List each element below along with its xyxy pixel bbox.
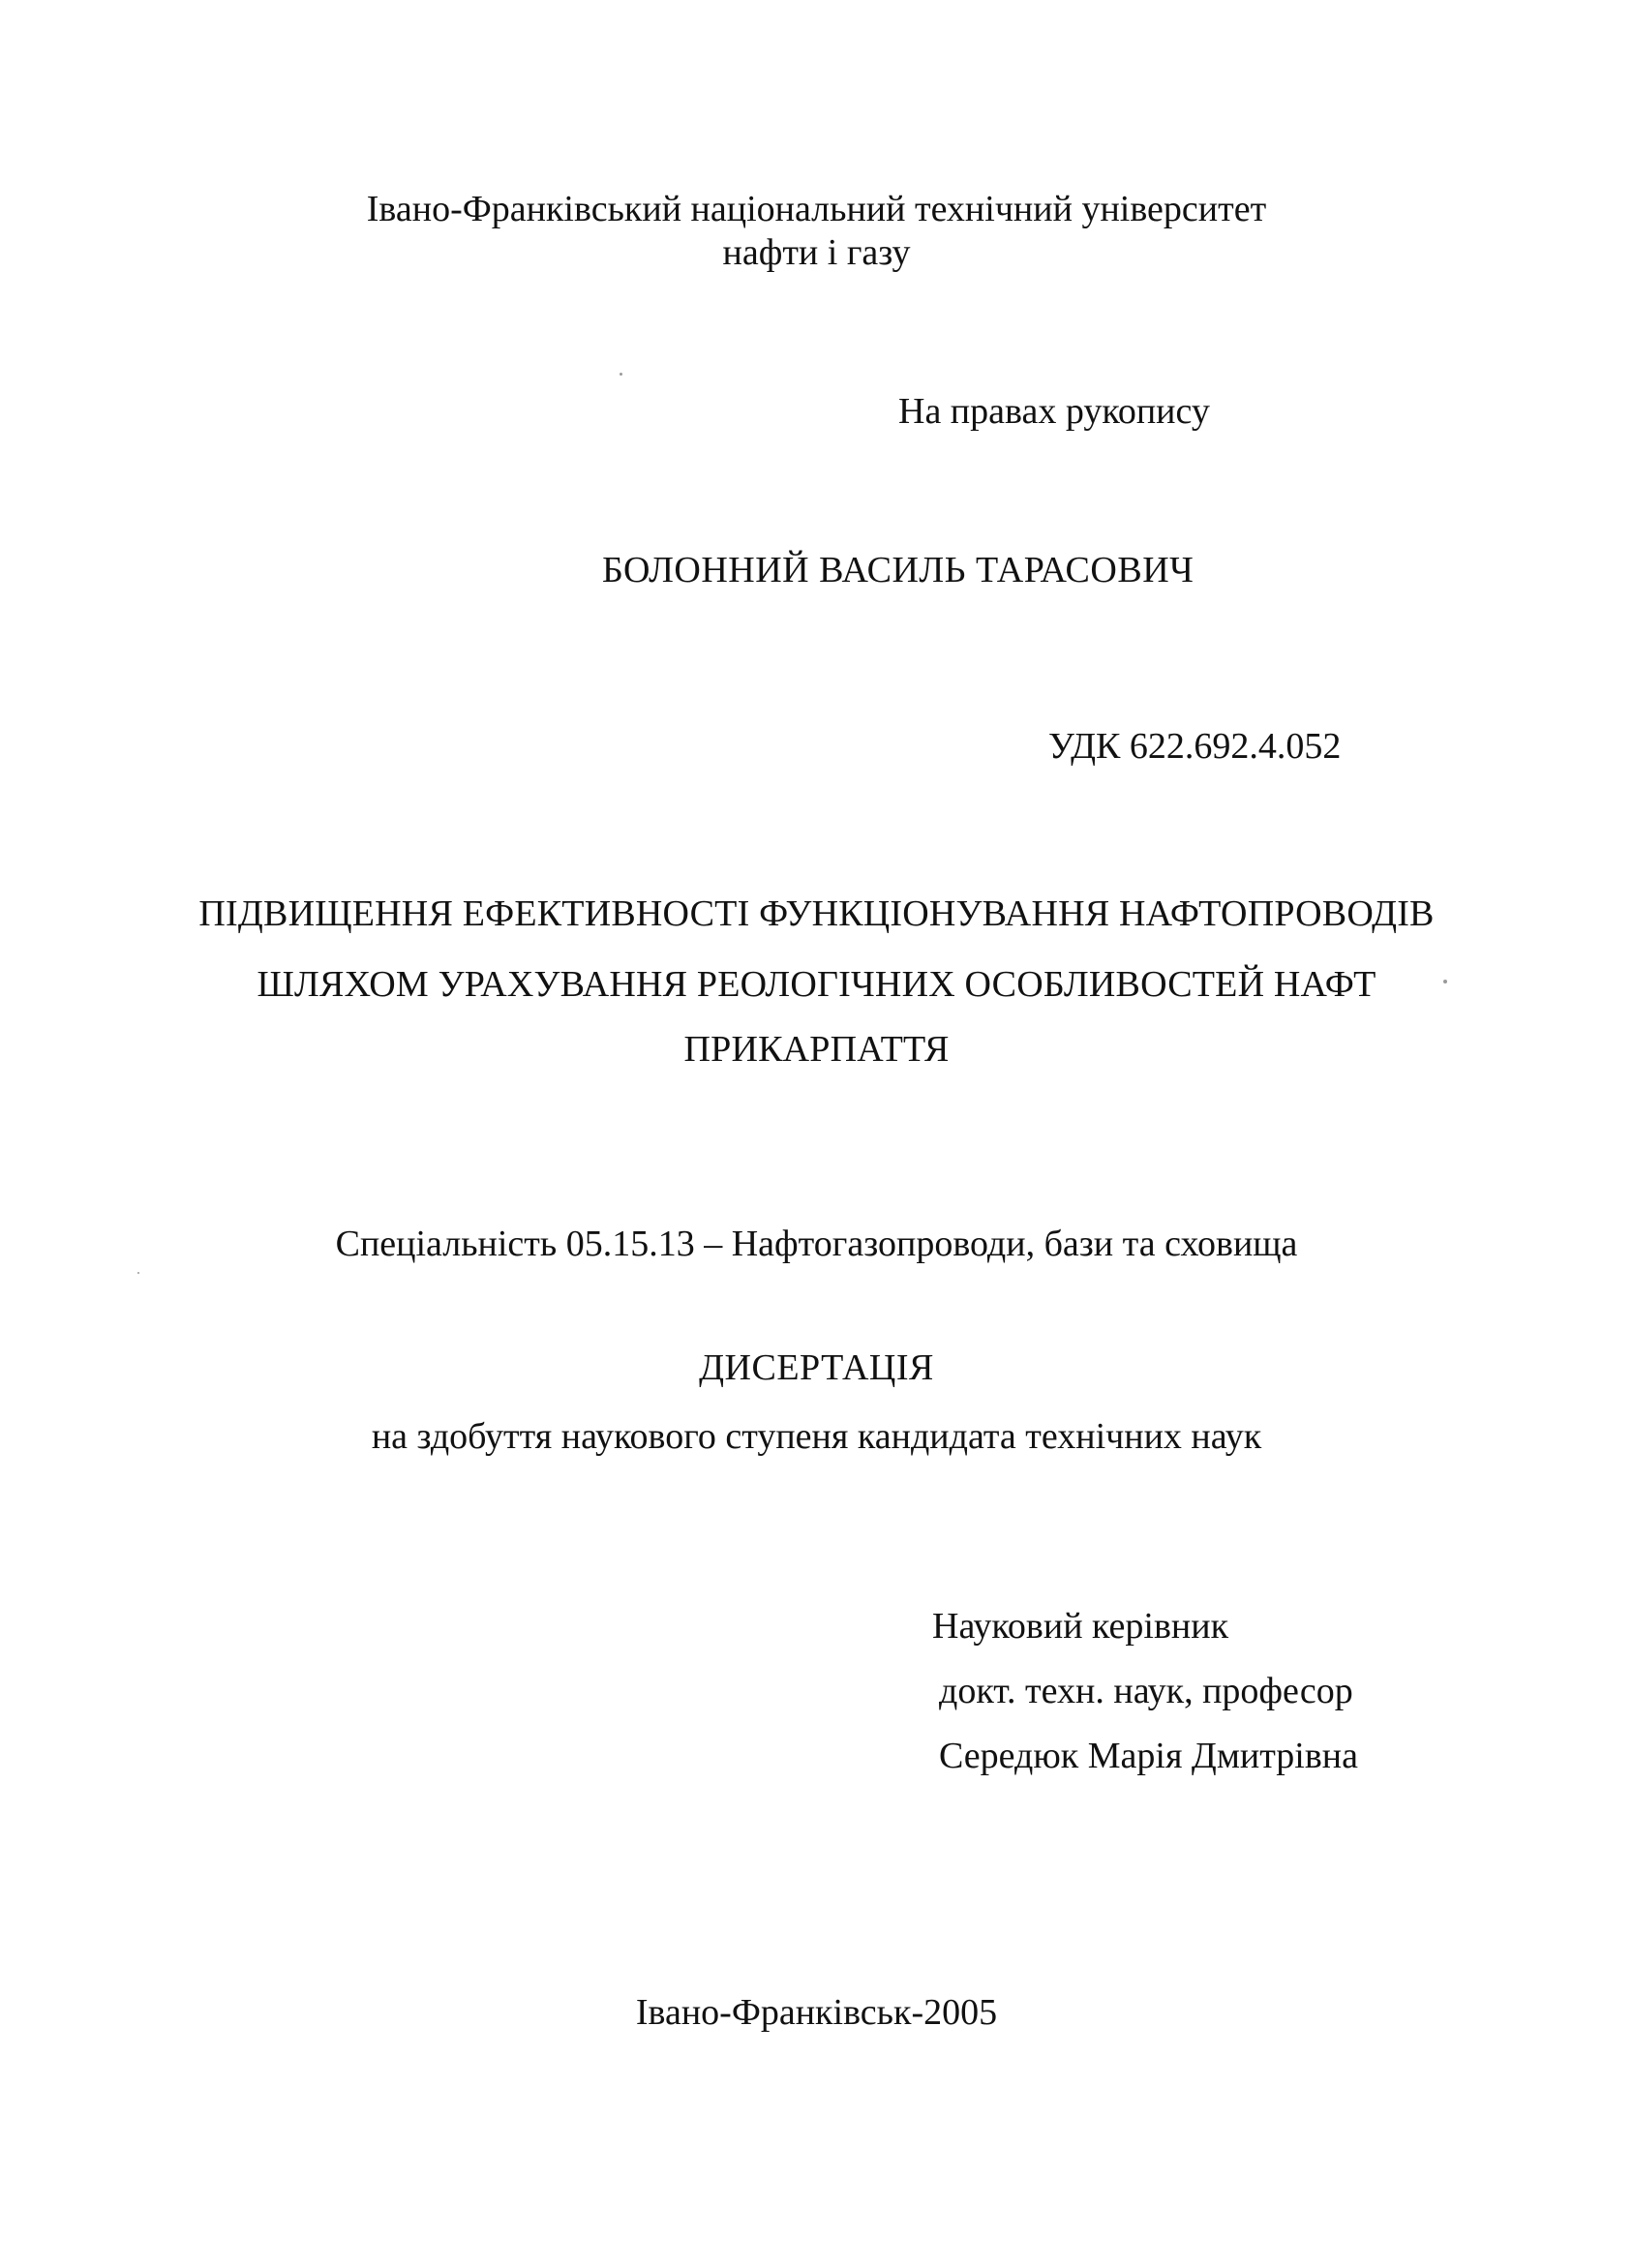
author-name: БОЛОННИЙ ВАСИЛЬ ТАРАСОВИЧ — [602, 550, 1195, 590]
supervisor-credentials: докт. техн. наук, професор — [939, 1671, 1353, 1711]
manuscript-note: На правах рукопису — [898, 391, 1210, 432]
document-type: ДИСЕРТАЦІЯ — [699, 1347, 934, 1388]
scan-speck — [137, 1272, 139, 1274]
institution-line-2: нафти і газу — [722, 232, 911, 273]
specialty: Спеціальність 05.15.13 – Нафтогазопроводи, бази та сховища — [335, 1224, 1298, 1264]
udk-text: УДК 622.692.4.052 — [1048, 726, 1342, 767]
udk-code — [1048, 724, 1341, 769]
dissertation-title-line-3: ПРИКАРПАТТЯ — [683, 1029, 950, 1070]
supervisor-name: Середюк Марія Дмитрівна — [939, 1736, 1358, 1776]
supervisor-label: Науковий керівник — [932, 1606, 1229, 1647]
dissertation-title-line-2: ШЛЯХОМ УРАХУВАННЯ РЕОЛОГІЧНИХ ОСОБЛИВОСТЕЙ НАФТ — [257, 964, 1376, 1005]
place-year: Івано-Франківськ-2005 — [635, 1992, 998, 2033]
scan-speck — [620, 373, 622, 376]
degree: на здобуття наукового ступеня кандидата технічних наук — [371, 1416, 1262, 1457]
scan-speck — [1443, 980, 1447, 983]
institution-line-1: Івано-Франківський національний технічний університет — [366, 189, 1267, 229]
dissertation-title-line-1: ПІДВИЩЕННЯ ЕФЕКТИВНОСТІ ФУНКЦІОНУВАННЯ НАФТОПРОВОДІВ — [198, 893, 1435, 934]
